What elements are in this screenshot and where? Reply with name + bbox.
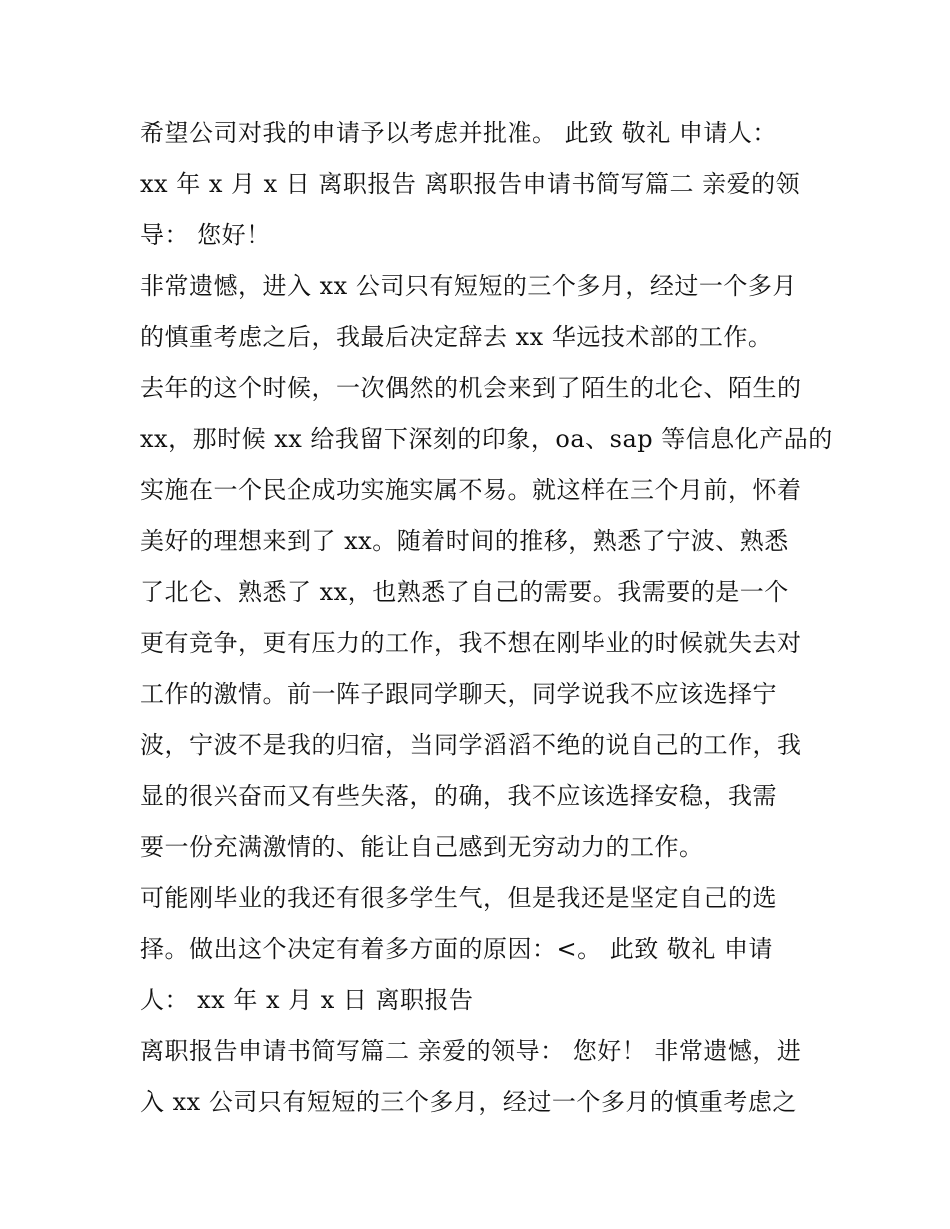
text-line: 希望公司对我的申请予以考虑并批准。 此致 敬礼 申请人： [140,119,777,147]
text-line: 离职报告申请书简写篇二 亲爱的领导： 您好！ 非常遗憾，进 [140,1037,802,1065]
text-line: 要一份充满激情的、能让自己感到无穷动力的工作。 [140,833,704,861]
text-line: 显的很兴奋而又有些失落，的确，我不应该选择安稳，我需 [140,782,777,810]
text-line: xx，那时候 xx 给我留下深刻的印象，oa、sap 等信息化产品的 [140,425,833,453]
text-line: 非常遗憾，进入 xx 公司只有短短的三个多月，经过一个多月 [140,272,797,300]
document-body [140,108,833,1128]
text-line: 去年的这个时候，一次偶然的机会来到了陌生的北仑、陌生的 [140,374,802,402]
text-line: 择。做出这个决定有着多方面的原因：<。 此致 敬礼 申请 [140,935,773,963]
text-line: 实施在一个民企成功实施实属不易。就这样在三个月前，怀着 [140,476,802,504]
text-line: 人： xx 年 x 月 x 日 离职报告 [140,986,474,1014]
text-line: 入 xx 公司只有短短的三个多月，经过一个多月的慎重考虑之 [140,1088,797,1116]
text-line: 波，宁波不是我的归宿，当同学滔滔不绝的说自己的工作，我 [140,731,802,759]
text-line: 的慎重考虑之后，我最后决定辞去 xx 华远技术部的工作。 [140,323,773,351]
text-line: 了北仑、熟悉了 xx，也熟悉了自己的需要。我需要的是一个 [140,578,789,606]
text-line: 可能刚毕业的我还有很多学生气，但是我还是坚定自己的选 [140,884,777,912]
text-line: xx 年 x 月 x 日 离职报告 离职报告申请书简写篇二 亲爱的领 [140,170,801,198]
text-line: 工作的激情。前一阵子跟同学聊天，同学说我不应该选择宁 [140,680,777,708]
text-line: 美好的理想来到了 xx。随着时间的推移，熟悉了宁波、熟悉 [140,527,789,555]
text-line: 导： 您好！ [140,221,271,249]
text-line: 更有竞争，更有压力的工作，我不想在刚毕业的时候就失去对 [140,629,802,657]
